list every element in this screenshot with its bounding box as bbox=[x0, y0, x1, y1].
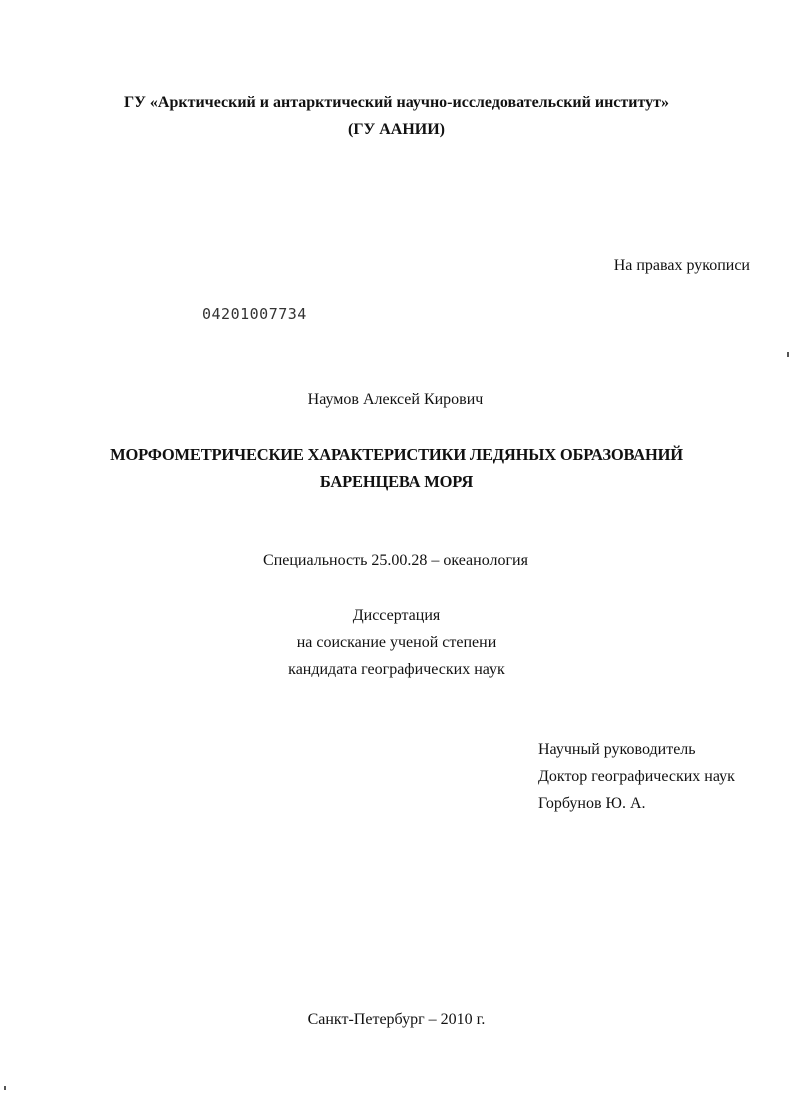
city-year: Санкт-Петербург – 2010 г. bbox=[307, 1011, 486, 1028]
specialty: Специальность 25.00.28 – океанология bbox=[263, 552, 528, 569]
degree-line1: Диссертация bbox=[352, 607, 441, 624]
degree-line2: на соискание ученой степени bbox=[296, 634, 497, 651]
scan-speck bbox=[4, 1086, 6, 1090]
scan-speck bbox=[787, 352, 789, 357]
degree-line3: кандидата географических наук bbox=[288, 661, 505, 678]
supervisor-name: Горбунов Ю. А. bbox=[538, 795, 646, 812]
author-name: Наумов Алексей Кирович bbox=[307, 391, 484, 408]
rights-note: На правах рукописи bbox=[613, 257, 750, 274]
institution-abbreviation: (ГУ ААНИИ) bbox=[347, 121, 446, 138]
dissertation-title-line1: МОРФОМЕТРИЧЕСКИЕ ХАРАКТЕРИСТИКИ ЛЕДЯНЫХ ОБРАЗОВАНИЙ bbox=[110, 445, 683, 464]
institution-name: ГУ «Арктический и антарктический научно-исследовательский институт» bbox=[124, 94, 669, 111]
dissertation-title-line2: БАРЕНЦЕВА МОРЯ bbox=[319, 472, 474, 491]
registration-code: 04201007734 bbox=[202, 305, 307, 323]
supervisor-degree: Доктор географических наук bbox=[538, 768, 735, 785]
supervisor-role: Научный руководитель bbox=[538, 741, 696, 758]
